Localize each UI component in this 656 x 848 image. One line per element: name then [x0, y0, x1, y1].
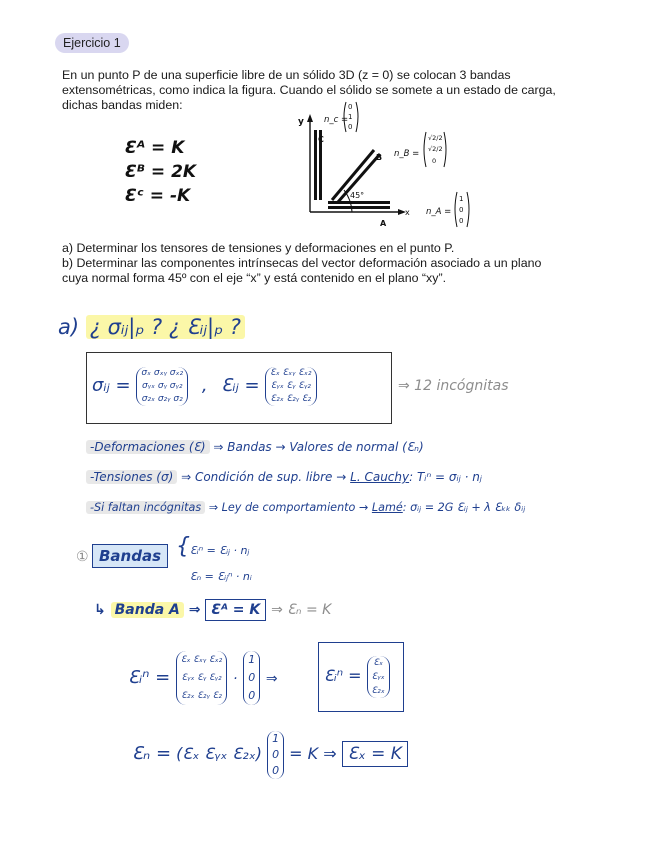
ein-vec-0: 1 — [248, 653, 256, 666]
cauchy-link: L. Cauchy — [350, 470, 410, 484]
n-b-vec-0: √2/2 — [428, 134, 443, 142]
bullet-incognitas — [86, 501, 525, 514]
y-axis-arrow-icon — [307, 114, 313, 122]
cauchy-eq: : Tᵢⁿ = σᵢⱼ · nⱼ — [409, 470, 482, 484]
n-b-label: n_B = — [394, 149, 420, 159]
measurement-c: Ɛᶜ = -K — [125, 186, 191, 206]
en-eq: = K ⇒ — [289, 744, 337, 763]
eps-row: Ɛ₂ₓ Ɛ₂ᵧ Ɛ₂ — [270, 393, 312, 404]
ein-res-2: Ɛ₂ₓ — [371, 685, 385, 696]
n-a-label: n_A = — [426, 207, 452, 217]
banda-a-line: ↳ Banda A ⇒ Ɛᴬ = K ⇒ Ɛₙ = K — [94, 602, 331, 618]
exercise-label: Ejercicio 1 — [55, 33, 129, 53]
banda-a-tail: ⇒ Ɛₙ = K — [271, 602, 332, 618]
x-label: x — [405, 208, 410, 217]
band-a-label: A — [380, 219, 387, 228]
sigma-row: σₓ σₓᵧ σₓ₂ — [141, 367, 184, 378]
ein-res-vector — [367, 656, 390, 698]
bullet1-text: ⇒ Bandas → Valores de normal (Ɛₙ) — [213, 440, 424, 454]
en-equation — [132, 730, 408, 779]
eps-matrix — [265, 367, 316, 406]
en-vec-0: 1 — [272, 731, 280, 745]
question-b-cont: cuya normal forma 45º con el eje “x” y está contenido en el plano “xy”. — [62, 271, 447, 285]
ein-res-1: Ɛᵧₓ — [371, 671, 385, 682]
bandas-equations — [190, 538, 252, 590]
ein-result — [324, 654, 390, 698]
sigma-matrix — [136, 367, 188, 406]
bullet3-text: ⇒ Ley de comportamiento → — [208, 501, 369, 514]
bullet2-text: ⇒ Condición de sup. libre → — [181, 470, 347, 484]
tensor-comma: , — [201, 375, 208, 396]
ein-vec-1: 0 — [248, 671, 256, 684]
question-b: b) Determinar las componentes intrínsecas del vector deformación asociado a un plano — [62, 256, 542, 270]
bullet1-label: -Deformaciones (Ɛ) — [86, 440, 210, 454]
ein-vector — [243, 651, 260, 705]
n-a-vec-0: 1 — [459, 195, 464, 203]
ein-matrix — [176, 651, 227, 705]
step-number: ① — [76, 548, 89, 564]
band-b-label: B — [376, 153, 383, 162]
bandas-brace: { — [176, 534, 190, 559]
lame-link: Lamé — [371, 501, 403, 514]
heading-question: ¿ σᵢⱼ|ₚ ? ¿ Ɛᵢⱼ|ₚ ? — [86, 315, 245, 339]
strain-gauge-figure — [292, 100, 492, 232]
notes-heading — [58, 314, 245, 340]
bullet3-label: -Si faltan incógnitas — [86, 501, 205, 514]
band-a — [328, 201, 390, 209]
banda-a-box: Ɛᴬ = K — [205, 599, 266, 621]
n-c-vec-2: 0 — [348, 123, 353, 131]
en-box: Ɛₓ = K — [342, 741, 408, 767]
statement-line: extensométricas, como indica la figura. Cuando el sólido se somete a un estado de carga, — [62, 83, 556, 97]
angle-label: 45° — [350, 191, 365, 200]
en-vector — [267, 731, 284, 779]
lame-eq: : σᵢⱼ = 2G Ɛᵢⱼ + λ Ɛₖₖ δᵢⱼ — [402, 501, 526, 514]
statement-line: dichas bandas miden: — [62, 98, 183, 112]
en-row: (Ɛₓ Ɛᵧₓ Ɛ₂ₓ) — [176, 744, 262, 763]
unknowns-note: ⇒ 12 incógnitas — [398, 378, 509, 394]
bandas-box: Bandas — [92, 544, 168, 568]
ein-vec-2: 0 — [248, 689, 256, 702]
tensor-definitions — [92, 364, 317, 408]
heading-a: a) — [58, 315, 80, 339]
ein-row: Ɛᵧₓ Ɛᵧ Ɛᵧ₂ — [181, 673, 222, 683]
ein-res-lhs: Ɛᵢⁿ = — [324, 666, 362, 685]
ein-lhs: Ɛᵢⁿ = — [128, 667, 171, 688]
sigma-lhs: σᵢⱼ = — [92, 375, 131, 396]
eps-lhs: Ɛᵢⱼ = — [221, 375, 260, 396]
en-vec-1: 0 — [272, 747, 280, 761]
question-a: a) Determinar los tensores de tensiones y deformaciones en el punto P. — [62, 241, 455, 255]
banda-a-label: Banda A — [111, 602, 184, 618]
sigma-row: σ₂ₓ σ₂ᵧ σ₂ — [141, 393, 183, 404]
n-b-vec-1: √2/2 — [428, 145, 443, 153]
eps-row: Ɛₓ Ɛₓᵧ Ɛₓ₂ — [270, 367, 312, 378]
bandas-eq2: Ɛₙ = Ɛᵢⱼⁿ · nᵢ — [190, 570, 252, 583]
n-c-label: n_c = — [324, 115, 349, 125]
y-label: y — [298, 117, 304, 127]
band-c-label: C — [318, 135, 324, 144]
banda-a-arrow: ⇒ — [188, 602, 201, 618]
statement-line: En un punto P de una superficie libre de un sólido 3D (z = 0) se colocan 3 bandas — [62, 68, 511, 82]
n-c-vec-0: 0 — [348, 103, 353, 111]
sigma-row: σᵧₓ σᵧ σᵧ₂ — [141, 380, 183, 391]
measurements — [125, 136, 196, 208]
measurement-b: Ɛᴮ = 2K — [125, 162, 197, 182]
bullet2-label: -Tensiones (σ) — [86, 470, 177, 484]
en-vec-2: 0 — [272, 763, 280, 777]
eps-row: Ɛᵧₓ Ɛᵧ Ɛᵧ₂ — [270, 380, 311, 391]
ein-equation: Ɛᵢⁿ = Ɛₓ Ɛₓᵧ Ɛₓ₂ Ɛᵧₓ Ɛᵧ Ɛᵧ₂ Ɛ₂ₓ Ɛ₂ᵧ Ɛ₂ · 1 0 0 ⇒ — [128, 648, 278, 709]
n-a-vec-1: 0 — [459, 206, 464, 214]
ein-res-0: Ɛₓ — [373, 657, 383, 668]
ein-row: Ɛ₂ₓ Ɛ₂ᵧ Ɛ₂ — [181, 691, 222, 701]
en-lhs: Ɛₙ = — [132, 743, 172, 764]
n-a-vec-2: 0 — [459, 217, 464, 225]
bullet-deformaciones — [86, 440, 424, 454]
n-c-vec-1: 1 — [348, 113, 353, 121]
measurement-a: Ɛᴬ = K — [125, 138, 185, 158]
bandas-eq1: Ɛᵢⁿ = Ɛᵢⱼ · nⱼ — [190, 544, 250, 557]
n-b-vec-2: 0 — [432, 157, 437, 165]
bullet-tensiones — [86, 470, 482, 484]
questions-paragraph — [62, 241, 612, 286]
ein-row: Ɛₓ Ɛₓᵧ Ɛₓ₂ — [181, 655, 223, 665]
